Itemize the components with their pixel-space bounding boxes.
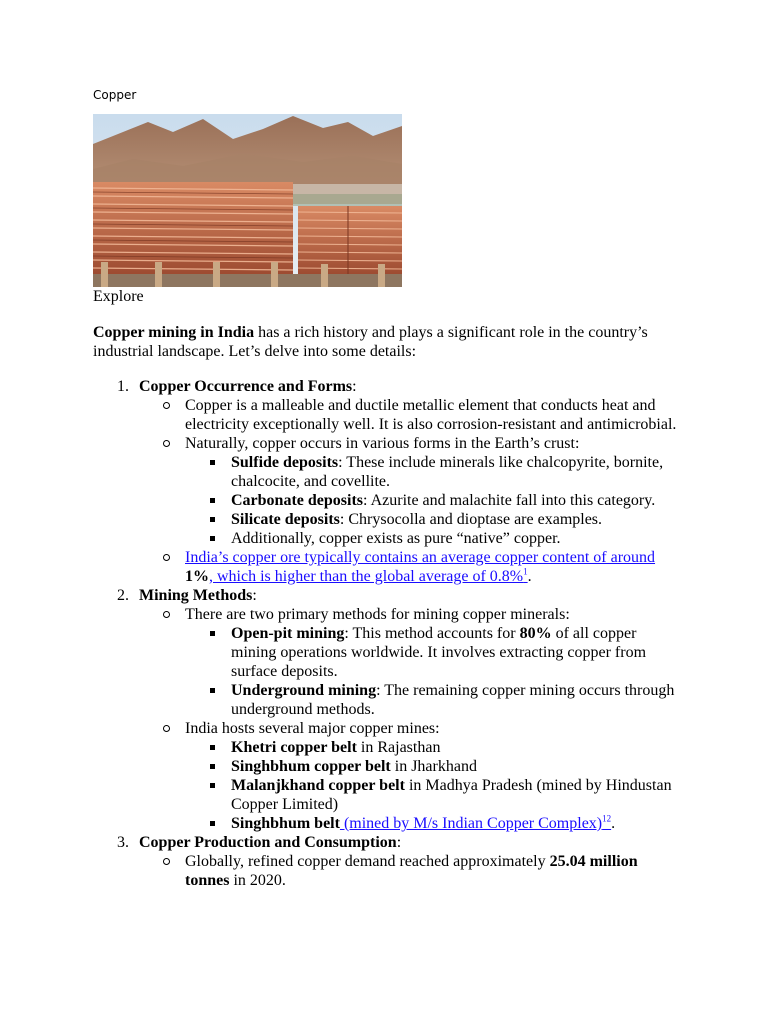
list-item — [139, 396, 683, 434]
item-text: Copper is a malleable and ductile metallic element that conducts heat and electricity exceptionally well. It is also corrosion-resistant and antimicrobial. — [185, 397, 677, 433]
sub-item-bold: Silicate deposits — [231, 511, 340, 528]
list-item — [139, 719, 683, 833]
sections-list — [93, 377, 683, 890]
section-number: 2. — [117, 587, 129, 604]
section-colon: : — [396, 834, 402, 851]
square-bullet-icon — [210, 631, 215, 636]
sub-item-bold: 80% — [519, 625, 552, 642]
sub-item — [185, 776, 683, 814]
square-bullet-icon — [210, 688, 215, 693]
list-item — [139, 852, 683, 890]
section-title: Copper Occurrence and Forms — [139, 378, 353, 395]
sub-item-bold: Open-pit mining — [231, 625, 345, 642]
circle-bullet-icon — [163, 611, 170, 618]
square-bullet-icon — [210, 536, 215, 541]
footnote-ref[interactable]: 1 — [523, 566, 528, 577]
article-body — [93, 323, 683, 890]
sub-items — [185, 624, 683, 719]
sub-item-text: Additionally, copper exists as pure “native” copper. — [231, 530, 561, 547]
sub-item-bold: Underground mining — [231, 682, 377, 699]
square-bullet-icon — [210, 517, 215, 522]
item-text: Globally, refined copper demand reached approximately — [185, 853, 550, 870]
sub-item-text: in Jharkhand — [390, 758, 477, 775]
square-bullet-icon — [210, 460, 215, 465]
sub-item — [185, 453, 683, 491]
sub-item-bold: Singhbhum belt — [231, 815, 340, 832]
square-bullet-icon — [210, 745, 215, 750]
ore-average-link[interactable] — [209, 568, 528, 585]
section-1 — [93, 377, 683, 586]
square-bullet-icon — [210, 821, 215, 826]
section-number: 1. — [117, 378, 129, 395]
sub-item-tail: . — [611, 815, 616, 832]
square-bullet-icon — [210, 764, 215, 769]
sub-items — [185, 453, 683, 548]
sub-items — [185, 738, 683, 833]
circle-bullet-icon — [163, 440, 170, 447]
link-text[interactable]: India’s copper ore typically contains an average copper content of around — [185, 549, 656, 566]
section-colon: : — [352, 378, 357, 395]
section-title: Mining Methods — [139, 587, 253, 604]
explore-label: Explore — [93, 288, 144, 305]
list-item — [139, 548, 683, 586]
item-bold: 25.04 million tonnes — [185, 853, 638, 889]
section-number: 3. — [117, 834, 129, 851]
sub-item — [185, 624, 683, 681]
circle-bullet-icon — [163, 858, 170, 865]
sub-item-bold: Malanjkhand copper belt — [231, 777, 405, 794]
item-text: India hosts several major copper mines: — [185, 720, 440, 737]
sub-item — [185, 529, 683, 548]
intro-paragraph — [93, 323, 683, 361]
circle-bullet-icon — [163, 554, 170, 561]
item-text: in 2020. — [229, 872, 286, 889]
intro-text: has a rich history and plays a significant role in the country’s industrial landscape. Let’s delve into some details: — [93, 324, 648, 360]
sub-item — [185, 738, 683, 757]
footnote-ref[interactable]: 12 — [602, 813, 612, 824]
sub-item-text: : Chrysocolla and dioptase are examples. — [339, 511, 603, 528]
indian-copper-complex-link[interactable] — [340, 815, 611, 832]
sub-item-text: : The remaining copper mining occurs through underground methods. — [231, 682, 675, 718]
link-text[interactable]: (mined by M/s Indian Copper Complex) — [339, 815, 603, 832]
item-text: Naturally, copper occurs in various forms in the Earth’s crust: — [185, 435, 580, 452]
square-bullet-icon — [210, 498, 215, 503]
header-caption: Copper — [93, 88, 137, 102]
sub-item — [185, 814, 683, 833]
sub-item-bold: Singhbhum copper belt — [231, 758, 391, 775]
section-items — [139, 852, 683, 890]
list-item — [139, 434, 683, 548]
ore-content-link[interactable] — [185, 549, 655, 566]
list-item — [139, 605, 683, 719]
section-colon: : — [252, 587, 257, 604]
sub-item-text: : Azurite and malachite fall into this category. — [363, 492, 656, 509]
sub-item — [185, 510, 683, 529]
sub-item-text: : These include minerals like chalcopyrite, bornite, chalcocite, and covellite. — [231, 454, 664, 490]
sub-item-text: in Rajasthan — [356, 739, 441, 756]
section-2 — [93, 586, 683, 833]
section-items — [139, 605, 683, 833]
sub-item-bold: Sulfide deposits — [231, 454, 339, 471]
square-bullet-icon — [210, 783, 215, 788]
item-tail: . — [527, 568, 532, 585]
sub-item — [185, 491, 683, 510]
sub-item — [185, 757, 683, 776]
sub-item-bold: Carbonate deposits — [231, 492, 364, 509]
sub-item — [185, 681, 683, 719]
copper-cathode-photo — [93, 114, 402, 287]
sub-item-text: : This method accounts for — [344, 625, 520, 642]
link-text[interactable]: , which is higher than the global average of 0.8% — [209, 568, 524, 585]
section-items — [139, 396, 683, 586]
item-text: There are two primary methods for mining copper minerals: — [185, 606, 570, 623]
section-title: Copper Production and Consumption — [139, 834, 397, 851]
item-bold: 1% — [185, 568, 209, 585]
section-3 — [93, 833, 683, 890]
circle-bullet-icon — [163, 725, 170, 732]
sub-item-bold: Khetri copper belt — [231, 739, 357, 756]
intro-bold: Copper mining in India — [93, 324, 255, 341]
sub-item-text: in Madhya Pradesh (mined by Hindustan Copper Limited) — [231, 777, 672, 813]
circle-bullet-icon — [163, 402, 170, 409]
sub-item-text: of all copper mining operations worldwide. It involves extracting copper from surface deposits. — [231, 625, 647, 680]
